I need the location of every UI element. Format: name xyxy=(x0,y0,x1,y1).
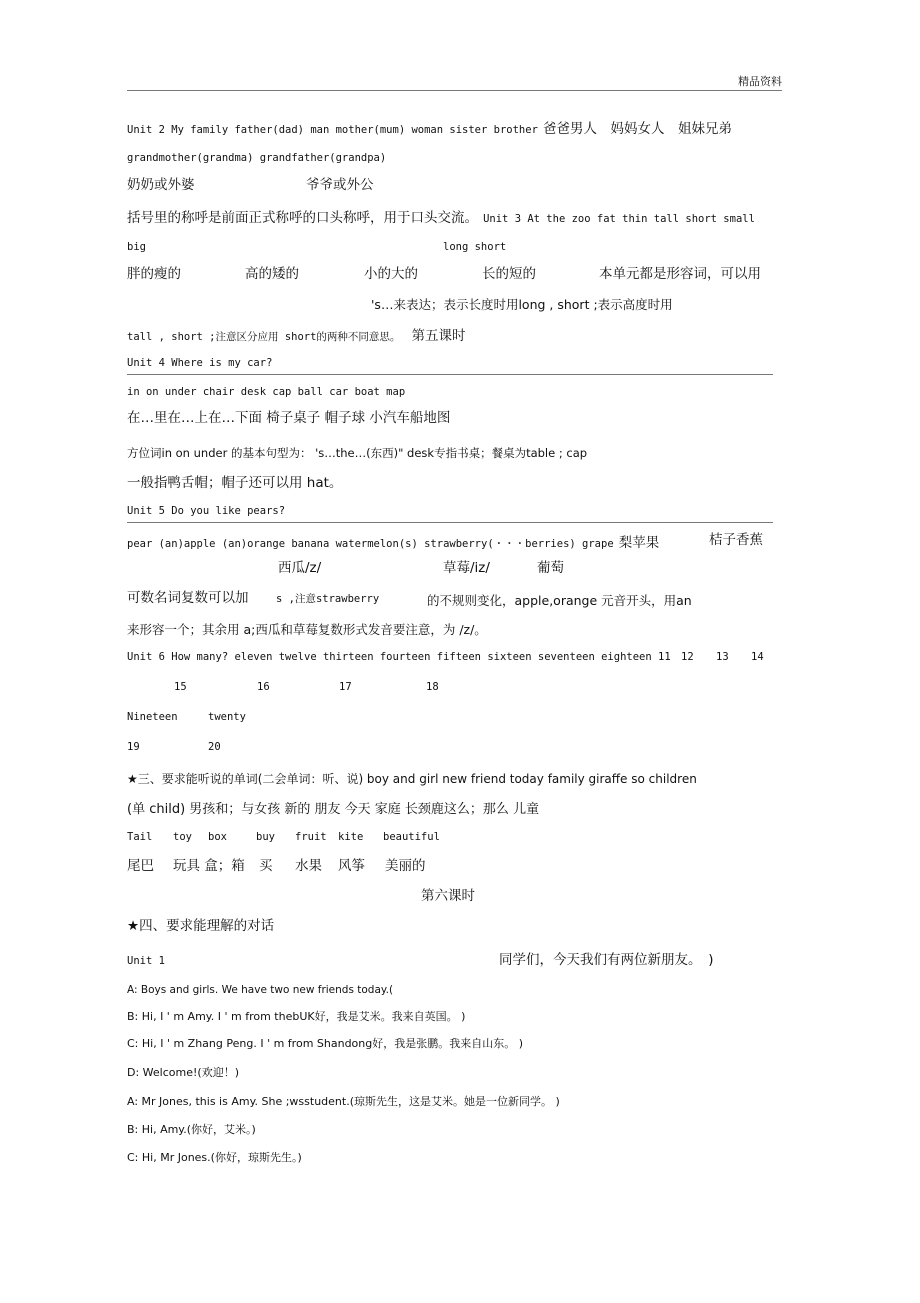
lesson5-label: 第五课时 xyxy=(411,328,466,344)
section3-zh-buy: 买 xyxy=(259,858,273,874)
unit5-zh-strawberry: 草莓/iz/ xyxy=(443,560,490,576)
unit4-title: Unit 4 Where is my car? xyxy=(127,357,273,369)
unit5-note1c-line xyxy=(427,592,692,608)
section3-zh: (单 child) 男孩和；与女孩 新的 朋友 今天 家庭 长颈鹿这么；那么 儿童 xyxy=(127,802,540,817)
unit5-title: Unit 5 Do you like pears? xyxy=(127,505,286,517)
lesson6-label: 第六课时 xyxy=(421,888,475,904)
unit6-nineteen: Nineteen xyxy=(127,711,178,723)
section3-word-buy: buy xyxy=(256,831,275,843)
dialog-line-a2: A: Mr Jones, this is Amy. She ;wsstudent.(琼斯先生，这是艾米。她是一位新同学。 ) xyxy=(127,1095,560,1108)
unit2-words: Unit 2 My family father(dad) man mother(mum) woman sister brother xyxy=(127,124,538,136)
dialog-line-a1: A: Boys and girls. We have two new friends today.( xyxy=(127,984,394,996)
section3-zh-fruit: 水果 xyxy=(295,858,322,874)
unit2-note: 括号里的称呼是前面正式称呼的口头称呼，用于口头交流。 xyxy=(127,210,478,226)
unit6-num-16: 16 xyxy=(257,681,270,693)
section4-unit: Unit 1 xyxy=(127,955,165,967)
dialog-line-b1: B: Hi, I ' m Amy. I ' m from thebUK好，我是艾米。我来自英国。 ) xyxy=(127,1010,466,1023)
unit6-num-14: 14 xyxy=(751,651,764,663)
unit4-zh: 在…里在…上在…下面 椅子桌子 帽子球 小汽车船地图 xyxy=(127,410,451,426)
unit5-words: pear (an)apple (an)orange banana watermelon(s) strawberry(・・・berries) grape xyxy=(127,538,614,550)
unit3-long-short: long short xyxy=(443,241,507,253)
section3-word-fruit: fruit xyxy=(295,831,327,843)
unit4-rule xyxy=(127,374,773,375)
section3-zh-line xyxy=(127,800,539,816)
unit4-note2: 一般指鸭舌帽；帽子还可以用 hat。 xyxy=(127,475,343,491)
unit6-twenty: twenty xyxy=(208,711,246,723)
unit6-num-20: 20 xyxy=(208,741,221,753)
unit3-words: Unit 3 At the zoo fat thin tall short small xyxy=(483,213,755,225)
unit3-line xyxy=(127,209,755,226)
unit2-zh-grandma: 奶奶或外婆 xyxy=(127,177,195,193)
section3-zh-kite: 风筝 xyxy=(338,858,365,874)
section3-zh-beautiful: 美丽的 xyxy=(385,858,426,874)
unit5-words-line xyxy=(127,534,659,551)
unit6-num-19: 19 xyxy=(127,741,140,753)
section3-title: ★三、要求能听说的单词(二会单词：听、说) boy and girl new friend today family giraffe so children xyxy=(127,772,697,786)
unit6-num-17: 17 xyxy=(339,681,352,693)
unit5-note1b: s ,注意strawberry xyxy=(276,593,380,605)
unit3-note2-line xyxy=(371,296,673,312)
unit5-note2: 来形容一个；其余用 a;西瓜和草莓复数形式发音要注意，为 /z/。 xyxy=(127,622,487,637)
section3-zh-tail: 尾巴 xyxy=(127,858,154,874)
unit6-words: Unit 6 How many? eleven twelve thirteen fourteen fifteen sixteen seventeen eighteen 11 xyxy=(127,651,671,663)
unit3-zh-small: 小的大的 xyxy=(364,266,418,282)
unit5-rule xyxy=(127,522,773,523)
unit5-note1a: 可数名词复数可以加 xyxy=(127,590,249,606)
section4-unit-zh: 同学们，今天我们有两位新朋友。 ) xyxy=(499,952,714,968)
unit3-note3-line xyxy=(127,327,466,344)
unit3-big: big xyxy=(127,241,146,253)
unit5-note2-line xyxy=(127,621,487,637)
dialog-line-d1: D: Welcome!(欢迎！) xyxy=(127,1066,239,1079)
unit4-note2-line xyxy=(127,474,342,491)
section3-word-kite: kite xyxy=(338,831,364,843)
unit4-words: in on under chair desk cap ball car boat map xyxy=(127,386,406,398)
unit3-note3: tall , short ;注意区分应用 short的两种不同意思。 xyxy=(127,331,401,343)
unit4-note1: 方位词in on under 的基本句型为： 's…the…(东西)" desk专指书桌；餐桌为table ; cap xyxy=(127,446,588,460)
unit6-num-18: 18 xyxy=(426,681,439,693)
section3-word-toy: toy xyxy=(173,831,192,843)
header-label: 精品资料 xyxy=(738,75,782,88)
unit3-zh-note: 本单元都是形容词，可以用 xyxy=(599,266,761,282)
header-rule xyxy=(127,90,782,91)
dialog-line-c1: C: Hi, I ' m Zhang Peng. I ' m from Shandong好，我是张鹏。我来自山东。 ) xyxy=(127,1037,524,1050)
section3-zh-toy-box: 玩具 盒；箱 xyxy=(173,858,245,874)
unit2-line xyxy=(127,120,732,137)
section3-word-tail: Tail xyxy=(127,831,153,843)
unit6-num-12: 12 xyxy=(681,651,694,663)
section3-word-beautiful: beautiful xyxy=(383,831,440,843)
unit5-zh2: 桔子香蕉 xyxy=(709,532,763,548)
unit2-words2: grandmother(grandma) grandfather(grandpa) xyxy=(127,152,387,164)
unit3-zh-tall: 高的矮的 xyxy=(245,266,299,282)
unit6-num-13: 13 xyxy=(716,651,729,663)
section4-title: ★四、要求能理解的对话 xyxy=(127,918,275,934)
unit5-note1c: 的不规则变化，apple,orange 元音开头，用an xyxy=(427,593,692,608)
unit5-zh-grape: 葡萄 xyxy=(537,560,564,576)
unit6-num-15: 15 xyxy=(174,681,187,693)
dialog-line-b2: B: Hi, Amy.(你好，艾米。) xyxy=(127,1123,256,1136)
unit5-zh-watermelon: 西瓜/z/ xyxy=(278,560,322,576)
unit3-note2: 's…来表达；表示长度时用long , short ;表示高度时用 xyxy=(371,297,673,312)
section3-word-box: box xyxy=(208,831,227,843)
unit3-zh-long: 长的短的 xyxy=(482,266,536,282)
section3-title-line xyxy=(127,770,697,786)
dialog-line-c2: C: Hi, Mr Jones.(你好，琼斯先生。) xyxy=(127,1151,302,1164)
unit2-zh-grandpa: 爷爷或外公 xyxy=(306,177,374,193)
unit4-note1-line xyxy=(127,444,587,460)
unit2-words-zh: 爸爸男人 妈妈女人 姐妹兄弟 xyxy=(543,121,732,137)
unit3-zh-fat: 胖的瘦的 xyxy=(127,266,181,282)
unit5-zh1: 梨苹果 xyxy=(618,535,660,551)
